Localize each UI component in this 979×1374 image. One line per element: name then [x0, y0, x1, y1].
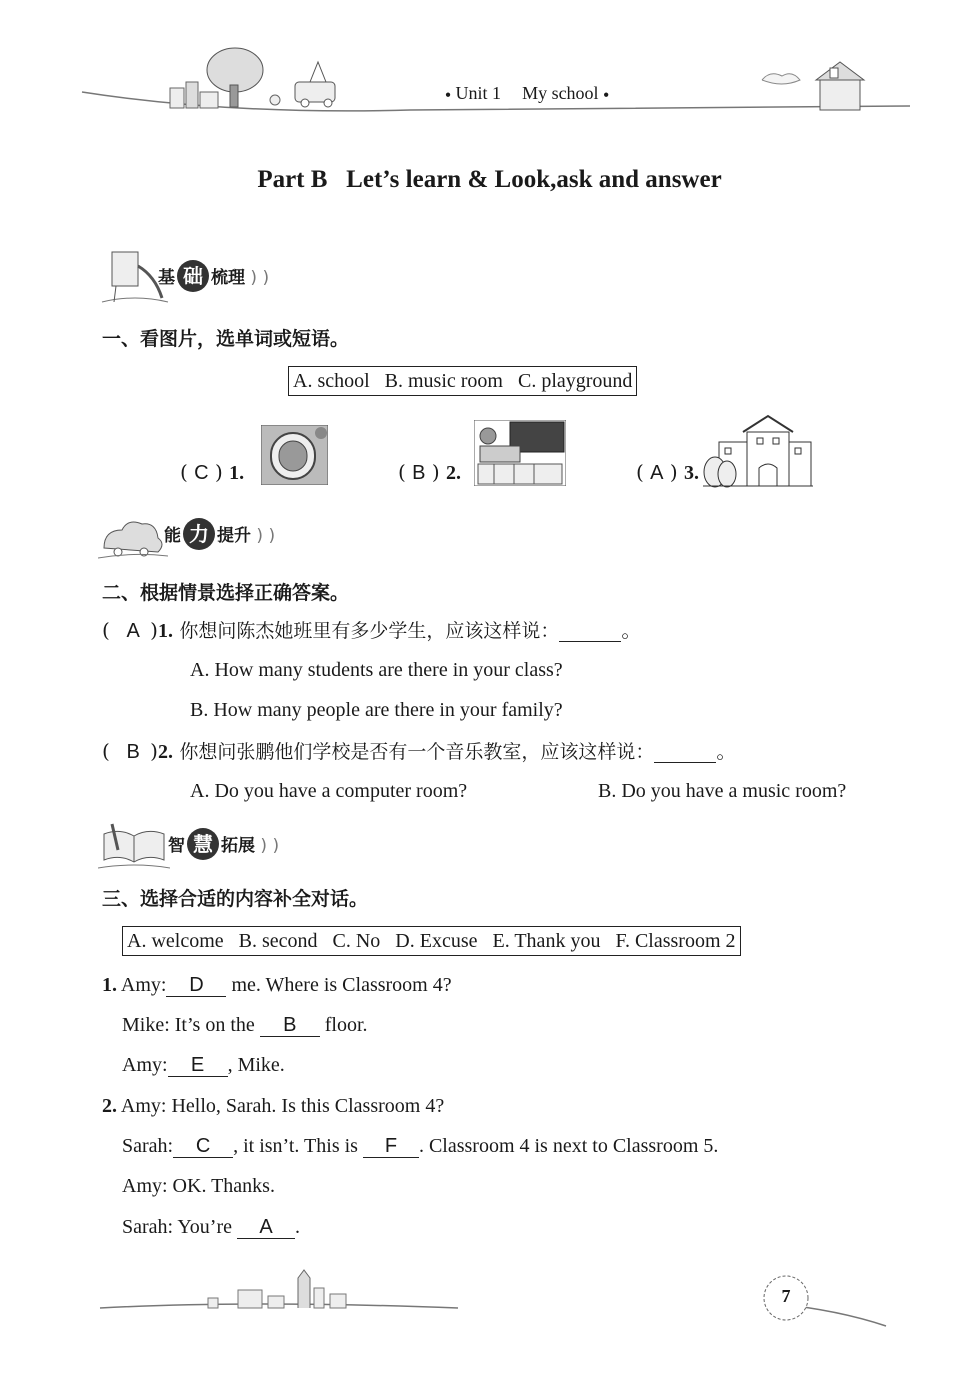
header-unit: Unit 1: [455, 83, 502, 103]
school-image: [703, 412, 813, 488]
answer: C: [194, 462, 209, 484]
s3-d1-line-2: Mike: It’s on the B floor.: [122, 1014, 368, 1036]
s2-question-1: ( A )1. 你想问陈杰她班里有多少学生，应该这样说： 。: [102, 616, 641, 645]
s2-q2-option-a: A. Do you have a computer room?: [190, 780, 468, 802]
s1-item-1: ( C ) 1.: [180, 460, 245, 484]
section-badge-wisdom: 智 慧 拓展 ) ): [98, 818, 308, 874]
badge-circle: 力: [183, 518, 215, 550]
s3-d2-line-2: Sarah: C , it isn’t. This is F . Classroom 4 is next to Classroom 5.: [122, 1135, 719, 1157]
bullet-icon: ●: [603, 89, 610, 101]
section3-heading: 三、选择合适的内容补全对话。: [102, 888, 369, 910]
s2-question-2: ( B )2. 你想问张鹏他们学校是否有一个音乐教室，应该这样说： 。: [102, 737, 736, 766]
playground-image: [261, 425, 328, 485]
header-decoration: [80, 40, 910, 120]
s3-d1-line-1: 1. Amy: D me. Where is Classroom 4?: [102, 974, 452, 996]
s2-q2-option-b: B. Do you have a music room?: [598, 780, 847, 802]
badge-circle: 慧: [187, 828, 219, 860]
section-badge-ability: 能 力 提升 ) ): [98, 508, 308, 564]
header-title: My school: [522, 83, 599, 103]
page-number: 7: [781, 1286, 791, 1306]
s3-d2-line-3: Amy: OK. Thanks.: [122, 1175, 275, 1197]
answer: A: [650, 462, 664, 484]
s1-item-2: ( B ) 2.: [398, 460, 462, 484]
section-badge-basic: 基 础 梳理 ) ): [100, 246, 300, 306]
answer: B: [412, 462, 426, 484]
badge-circle: 础: [177, 260, 209, 292]
answer: A: [126, 620, 140, 642]
music-room-image: [474, 420, 566, 486]
bullet-icon: ●: [445, 89, 452, 101]
book-pencil-icon: [98, 820, 170, 872]
header-text: [445, 83, 609, 104]
section2-heading: 二、根据情景选择正确答案。: [102, 582, 350, 604]
s2-q1-option-b: B. How many people are there in your family?: [190, 699, 563, 721]
s3-d2-line-4: Sarah: You’re A .: [122, 1216, 300, 1238]
page-title: Part B Let’s learn & Look,ask and answer: [257, 166, 722, 193]
answer: B: [126, 741, 140, 763]
cloud-car-icon: [98, 512, 168, 562]
section1-options: A. school B. music room C. playground: [288, 366, 637, 396]
section3-options: A. welcome B. second C. No D. Excuse E. Thank you F. Classroom 2: [122, 926, 741, 956]
s3-d2-line-1: 2. Amy: Hello, Sarah. Is this Classroom 4?: [102, 1095, 445, 1117]
s2-q1-option-a: A. How many students are there in your class?: [190, 659, 563, 681]
section1-heading: 一、看图片，选单词或短语。: [102, 328, 350, 350]
s3-d1-line-3: Amy: E , Mike.: [122, 1054, 285, 1076]
s1-item-3: ( A ) 3.: [636, 460, 700, 484]
